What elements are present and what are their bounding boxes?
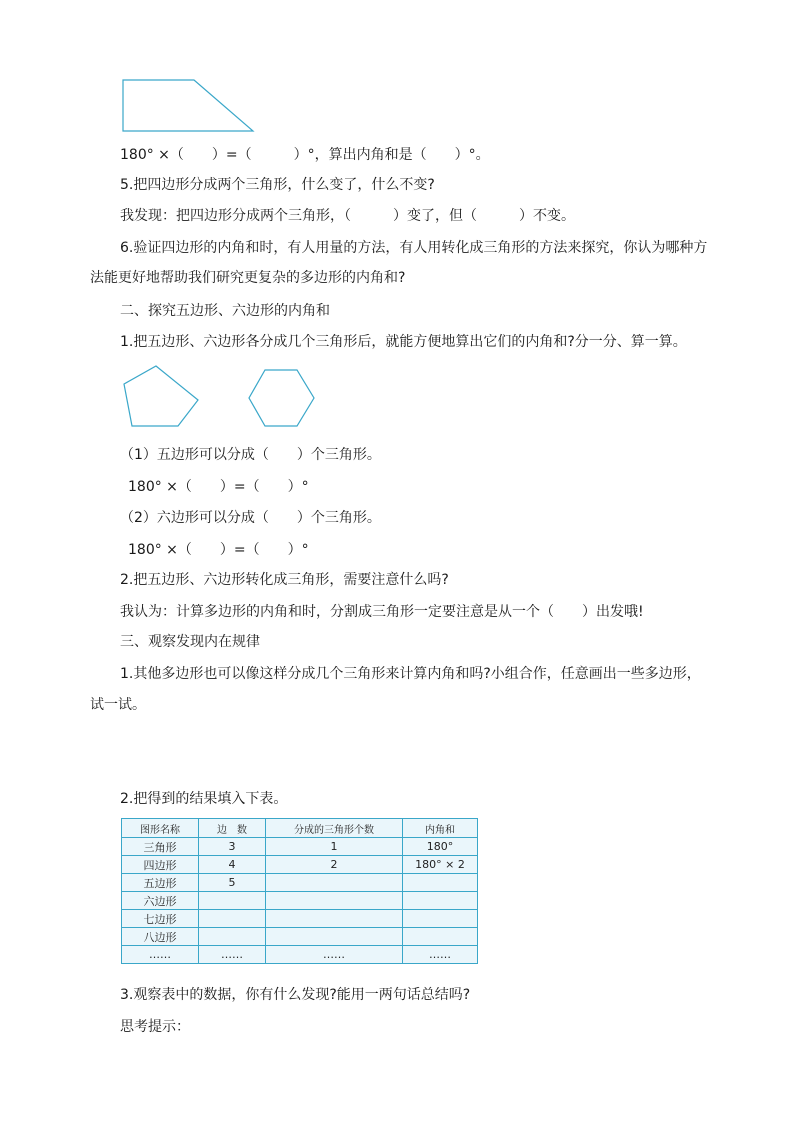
table-cell: …… [403, 946, 478, 964]
section-2-question-2-answer: 我认为：计算多边形的内角和时，分割成三角形一定要注意是从一个（ ）出发哦! [120, 604, 644, 620]
quad-calc-line: 180° ×（ ）=（ ）°，算出内角和是（ ）°。 [120, 147, 490, 163]
section-2-question-2: 2.把五边形、六边形转化成三角形，需要注意什么吗? [120, 572, 449, 588]
table-cell: 5 [199, 874, 266, 892]
table-cell: …… [122, 946, 199, 964]
question-5: 5.把四边形分成两个三角形，什么变了，什么不变? [120, 177, 435, 193]
table-cell [266, 874, 403, 892]
table-row [122, 910, 478, 928]
pentagon-figure [120, 362, 205, 430]
table-cell: 六边形 [122, 892, 199, 910]
table-cell: …… [266, 946, 403, 964]
table-cell [403, 874, 478, 892]
table-cell [403, 910, 478, 928]
table-row [122, 856, 478, 874]
table-row [122, 928, 478, 946]
question-6-line-1: 6.验证四边形的内角和时，有人用量的方法，有人用转化成三角形的方法来探究，你认为哪种方 [120, 240, 708, 256]
pentagon-calc-line: 180° ×（ ）=（ ）° [128, 479, 309, 495]
question-5-answer: 我发现：把四边形分成两个三角形，（ ）变了，但（ ）不变。 [120, 208, 575, 224]
section-2-question-1: 1.把五边形、六边形各分成几个三角形后，就能方便地算出它们的内角和?分一分、算一算。 [120, 334, 687, 350]
table-cell: 五边形 [122, 874, 199, 892]
table-row [122, 946, 478, 964]
pentagon-split-line: （1）五边形可以分成（ ）个三角形。 [120, 447, 381, 463]
trapezoid-figure [118, 76, 258, 136]
table-cell: 180° [403, 838, 478, 856]
section-3-question-3: 3.观察表中的数据，你有什么发现?能用一两句话总结吗? [120, 987, 471, 1003]
table-cell [266, 892, 403, 910]
question-6-line-2: 法能更好地帮助我们研究更复杂的多边形的内角和? [90, 270, 406, 286]
section-3-question-1-line-2: 试一试。 [90, 697, 146, 713]
table-cell: …… [199, 946, 266, 964]
table-cell: 七边形 [122, 910, 199, 928]
hexagon-figure [246, 366, 318, 430]
table-cell: 3 [199, 838, 266, 856]
table-cell: 2 [266, 856, 403, 874]
header-angle-sum: 内角和 [403, 819, 478, 838]
header-side-count: 边 数 [199, 819, 266, 838]
table-cell: 八边形 [122, 928, 199, 946]
header-shape-name: 图形名称 [122, 819, 199, 838]
table-cell [403, 928, 478, 946]
table-cell: 四边形 [122, 856, 199, 874]
section-3-heading: 三、观察发现内在规律 [120, 634, 260, 650]
section-3-question-2: 2.把得到的结果填入下表。 [120, 791, 288, 807]
hexagon-split-line: （2）六边形可以分成（ ）个三角形。 [120, 510, 381, 526]
table-cell [199, 892, 266, 910]
table-row [122, 838, 478, 856]
thinking-hint: 思考提示： [120, 1019, 190, 1035]
table-cell [403, 892, 478, 910]
table-cell [266, 928, 403, 946]
table-header-row [122, 819, 478, 838]
table-cell: 4 [199, 856, 266, 874]
table-row [122, 874, 478, 892]
table-cell: 180° × 2 [403, 856, 478, 874]
results-table [121, 818, 478, 964]
table-cell: 三角形 [122, 838, 199, 856]
table-row [122, 892, 478, 910]
header-triangle-count: 分成的三角形个数 [266, 819, 403, 838]
table-cell: 1 [266, 838, 403, 856]
hexagon-calc-line: 180° ×（ ）=（ ）° [128, 542, 309, 558]
section-3-question-1-line-1: 1.其他多边形也可以像这样分成几个三角形来计算内角和吗?小组合作，任意画出一些多边形， [120, 666, 701, 682]
table-cell [199, 910, 266, 928]
section-2-heading: 二、探究五边形、六边形的内角和 [120, 303, 330, 319]
table-cell [199, 928, 266, 946]
table-cell [266, 910, 403, 928]
